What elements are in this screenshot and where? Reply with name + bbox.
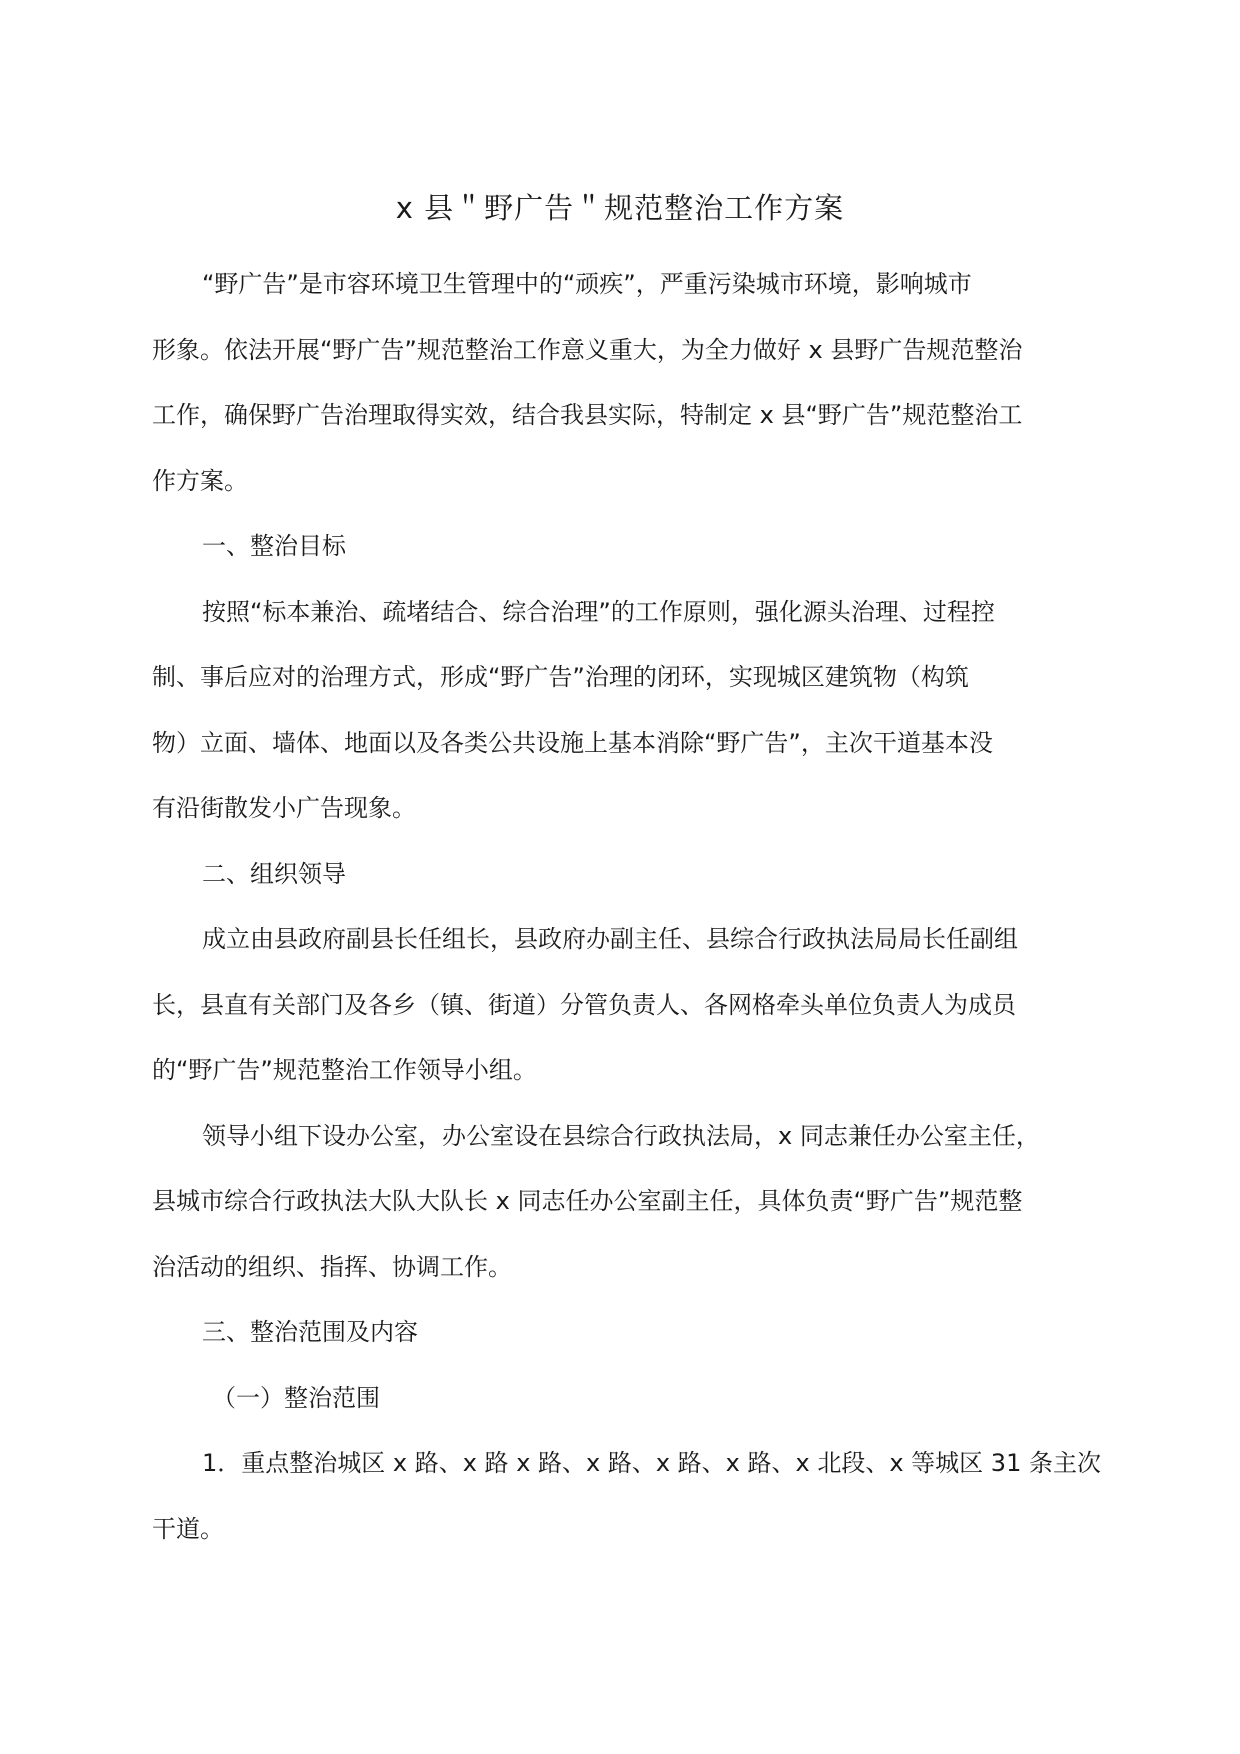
text-line: 形象。依法开展“野广告”规范整治工作意义重大，为全力做好 x 县野广告规范整治 [152, 335, 1023, 364]
document-body [152, 252, 1101, 1562]
section-heading-leadership [152, 842, 1088, 908]
text-line: 物）立面、墙体、地面以及各类公共设施上基本消除“野广告”，主次干道基本没 [152, 728, 993, 757]
text-line: 有沿街散发小广告现象。 [152, 794, 416, 822]
text-line: 干道。 [152, 1514, 224, 1543]
text-line: 二、组织领导 [202, 859, 346, 888]
paragraph-office [152, 1104, 1088, 1301]
text-line: （一）整治范围 [212, 1383, 380, 1412]
text-line: 成立由县政府副县长任组长，县政府办副主任、县综合行政执法局局长任副组 [202, 925, 1018, 953]
text-line: 制、事后应对的治理方式，形成“野广告”治理的闭环，实现城区建筑物（构筑 [152, 663, 969, 691]
text-line: 县城市综合行政执法大队大队长 x 同志任办公室副主任，具体负责“野广告”规范整 [152, 1187, 1023, 1215]
section-heading-scope [152, 1300, 1088, 1366]
text-line: 工作，确保野广告治理取得实效，结合我县实际，特制定 x 县“野广告”规范整治工 [152, 401, 1023, 429]
subsection-heading-scope [152, 1366, 1088, 1432]
text-line: 按照“标本兼治、疏堵结合、综合治理”的工作原则，强化源头治理、过程控 [202, 597, 995, 626]
text-line: 长，县直有关部门及各乡（镇、街道）分管负责人、各网格牵头单位负责人为成员 [152, 990, 1016, 1019]
text-line: 治活动的组织、指挥、协调工作。 [152, 1252, 512, 1281]
paragraph-goals [152, 580, 1088, 842]
text-line: 作方案。 [152, 466, 248, 495]
text-line: 一、整治目标 [202, 532, 346, 560]
document-title: x 县＂野广告＂规范整治工作方案 [395, 191, 845, 225]
text-line: 的“野广告”规范整治工作领导小组。 [152, 1056, 537, 1084]
text-line: 三、整治范围及内容 [202, 1318, 418, 1346]
paragraph-leadership-group [152, 907, 1088, 1104]
paragraph-scope-item-1 [152, 1431, 1101, 1562]
paragraph-intro [152, 252, 1088, 514]
text-line: 领导小组下设办公室，办公室设在县综合行政执法局，x 同志兼任办公室主任， [202, 1121, 1040, 1150]
text-line: 1．重点整治城区 x 路、x 路 x 路、x 路、x 路、x 路、x 北段、x 等城区 31 条主次 [202, 1449, 1101, 1477]
text-line: “野广告”是市容环境卫生管理中的“顽疾”，严重污染城市环境，影响城市 [202, 270, 972, 298]
section-heading-goals [152, 514, 1088, 580]
